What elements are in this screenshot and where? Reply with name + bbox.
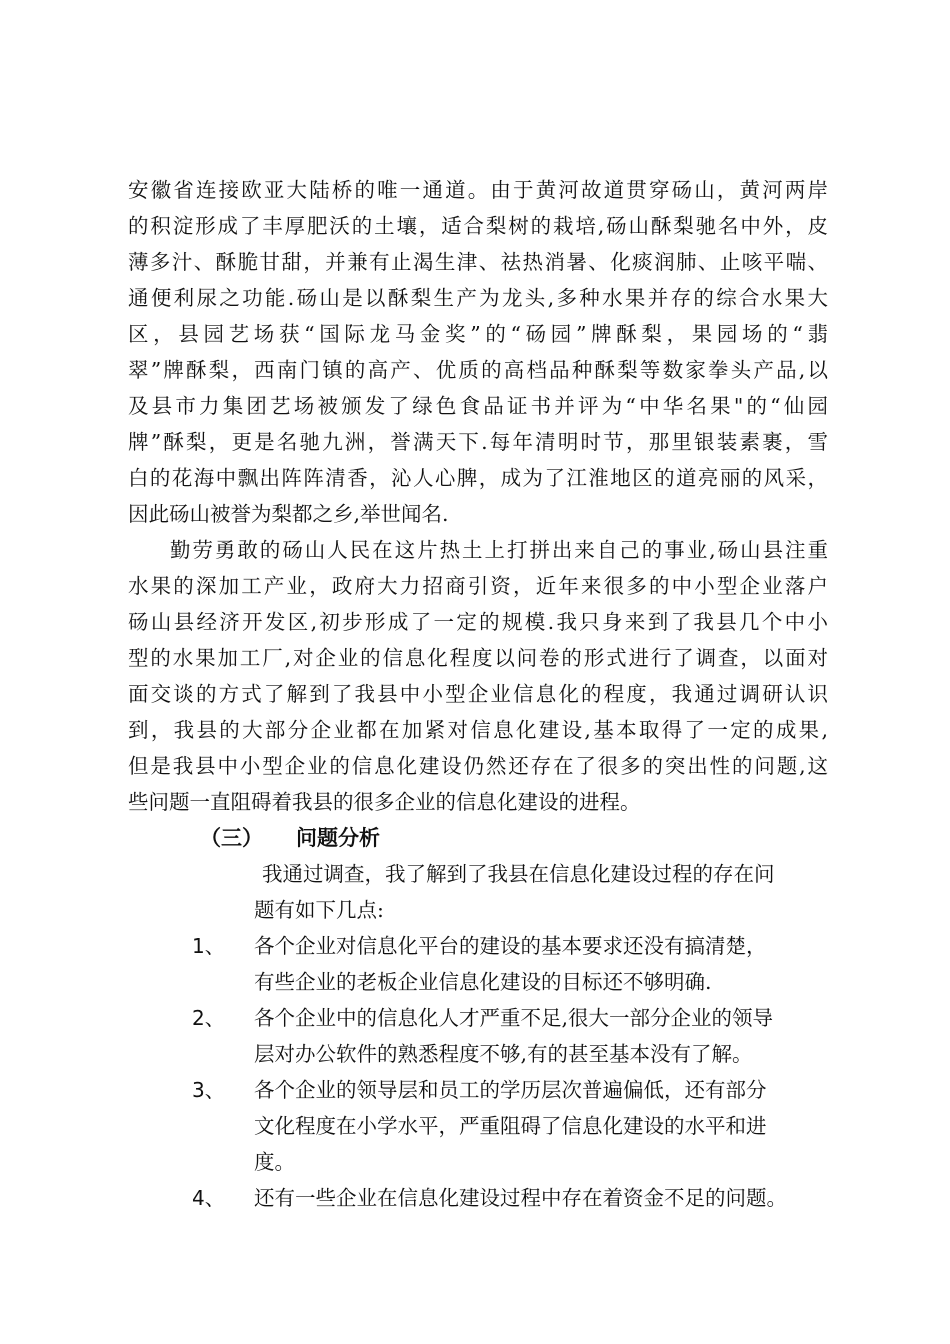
- section-intro-line: 题有如下几点:: [254, 898, 384, 922]
- list-item-line: 文化程度在小学水平，严重阻碍了信息化建设的水平和进: [254, 1114, 767, 1138]
- paragraph2-line: 水果的深加工产业，政府大力招商引资，近年来很多的中小型企业落户: [128, 574, 828, 598]
- list-item-line: 有些企业的老板企业信息化建设的目标还不够明确.: [254, 970, 712, 994]
- paragraph2-line: 砀山县经济开发区,初步形成了一定的规模.我只身来到了我县几个中小: [128, 610, 828, 634]
- list-item-number: 2、: [192, 1006, 225, 1030]
- list-item-line: 还有一些企业在信息化建设过程中存在着资金不足的问题。: [254, 1186, 787, 1210]
- section-heading: [200, 826, 380, 850]
- paragraph1-line: 通便利尿之功能.砀山是以酥梨生产为龙头,多种水果并存的综合水果大: [128, 286, 828, 310]
- paragraph1-line: 区，县园艺场获“国际龙马金奖”的“砀园”牌酥梨，果园场的“翡: [128, 322, 828, 346]
- paragraph1-line: 的积淀形成了丰厚肥沃的土壤，适合梨树的栽培,砀山酥梨驰名中外，皮: [128, 214, 828, 238]
- list-item-line: 层对办公软件的熟悉程度不够,有的甚至基本没有了解。: [254, 1042, 753, 1066]
- paragraph1-line: 及县市力集团艺场被颁发了绿色食品证书并评为“中华名果"的“仙园: [128, 394, 828, 418]
- paragraph1-line: 安徽省连接欧亚大陆桥的唯一通道。由于黄河故道贯穿砀山，黄河两岸: [128, 178, 828, 202]
- paragraph2-line: 勤劳勇敢的砀山人民在这片热土上打拼出来自己的事业,砀山县注重: [170, 538, 828, 562]
- paragraph1-line: 薄多汁、酥脆甘甜，并兼有止渴生津、祛热消暑、化痰润肺、止咳平喘、: [128, 250, 828, 274]
- paragraph2-line: 到，我县的大部分企业都在加紧对信息化建设,基本取得了一定的成果,: [128, 718, 828, 742]
- list-item-line: 度。: [254, 1150, 295, 1174]
- paragraph1-line: 翠”牌酥梨，西南门镇的高产、优质的高档品种酥梨等数家拳头产品,以: [128, 358, 828, 382]
- paragraph2-line: 但是我县中小型企业的信息化建设仍然还存在了很多的突出性的问题,这: [128, 754, 828, 778]
- paragraph2-line: 型的水果加工厂,对企业的信息化程度以问卷的形式进行了调查，以面对: [128, 646, 828, 670]
- list-item-line: 各个企业对信息化平台的建设的基本要求还没有搞清楚，: [254, 934, 767, 958]
- list-item-line: 各个企业中的信息化人才严重不足,很大一部分企业的领导: [254, 1006, 774, 1030]
- list-item-number: 3、: [192, 1078, 225, 1102]
- section-intro-line: 我通过调查，我了解到了我县在信息化建设过程的存在问: [262, 862, 775, 886]
- list-item-line: 各个企业的领导层和员工的学历层次普遍偏低，还有部分: [254, 1078, 767, 1102]
- paragraph1-line: 牌”酥梨，更是名驰九洲，誉满天下.每年清明时节，那里银装素裹，雪: [128, 430, 828, 454]
- section-number: （三）: [200, 826, 263, 850]
- section-title: 问题分析: [296, 826, 380, 850]
- paragraph2-line: 面交谈的方式了解到了我县中小型企业信息化的程度，我通过调研认识: [128, 682, 828, 706]
- paragraph1-line: 白的花海中飘出阵阵清香，沁人心脾，成为了江淮地区的道亮丽的风采，: [128, 466, 828, 490]
- list-item-number: 1、: [192, 934, 225, 958]
- paragraph1-line: 因此砀山被誉为梨都之乡,举世闻名.: [128, 502, 449, 526]
- paragraph2-line: 些问题一直阻碍着我县的很多企业的信息化建设的进程。: [128, 790, 641, 814]
- list-item-number: 4、: [192, 1186, 225, 1210]
